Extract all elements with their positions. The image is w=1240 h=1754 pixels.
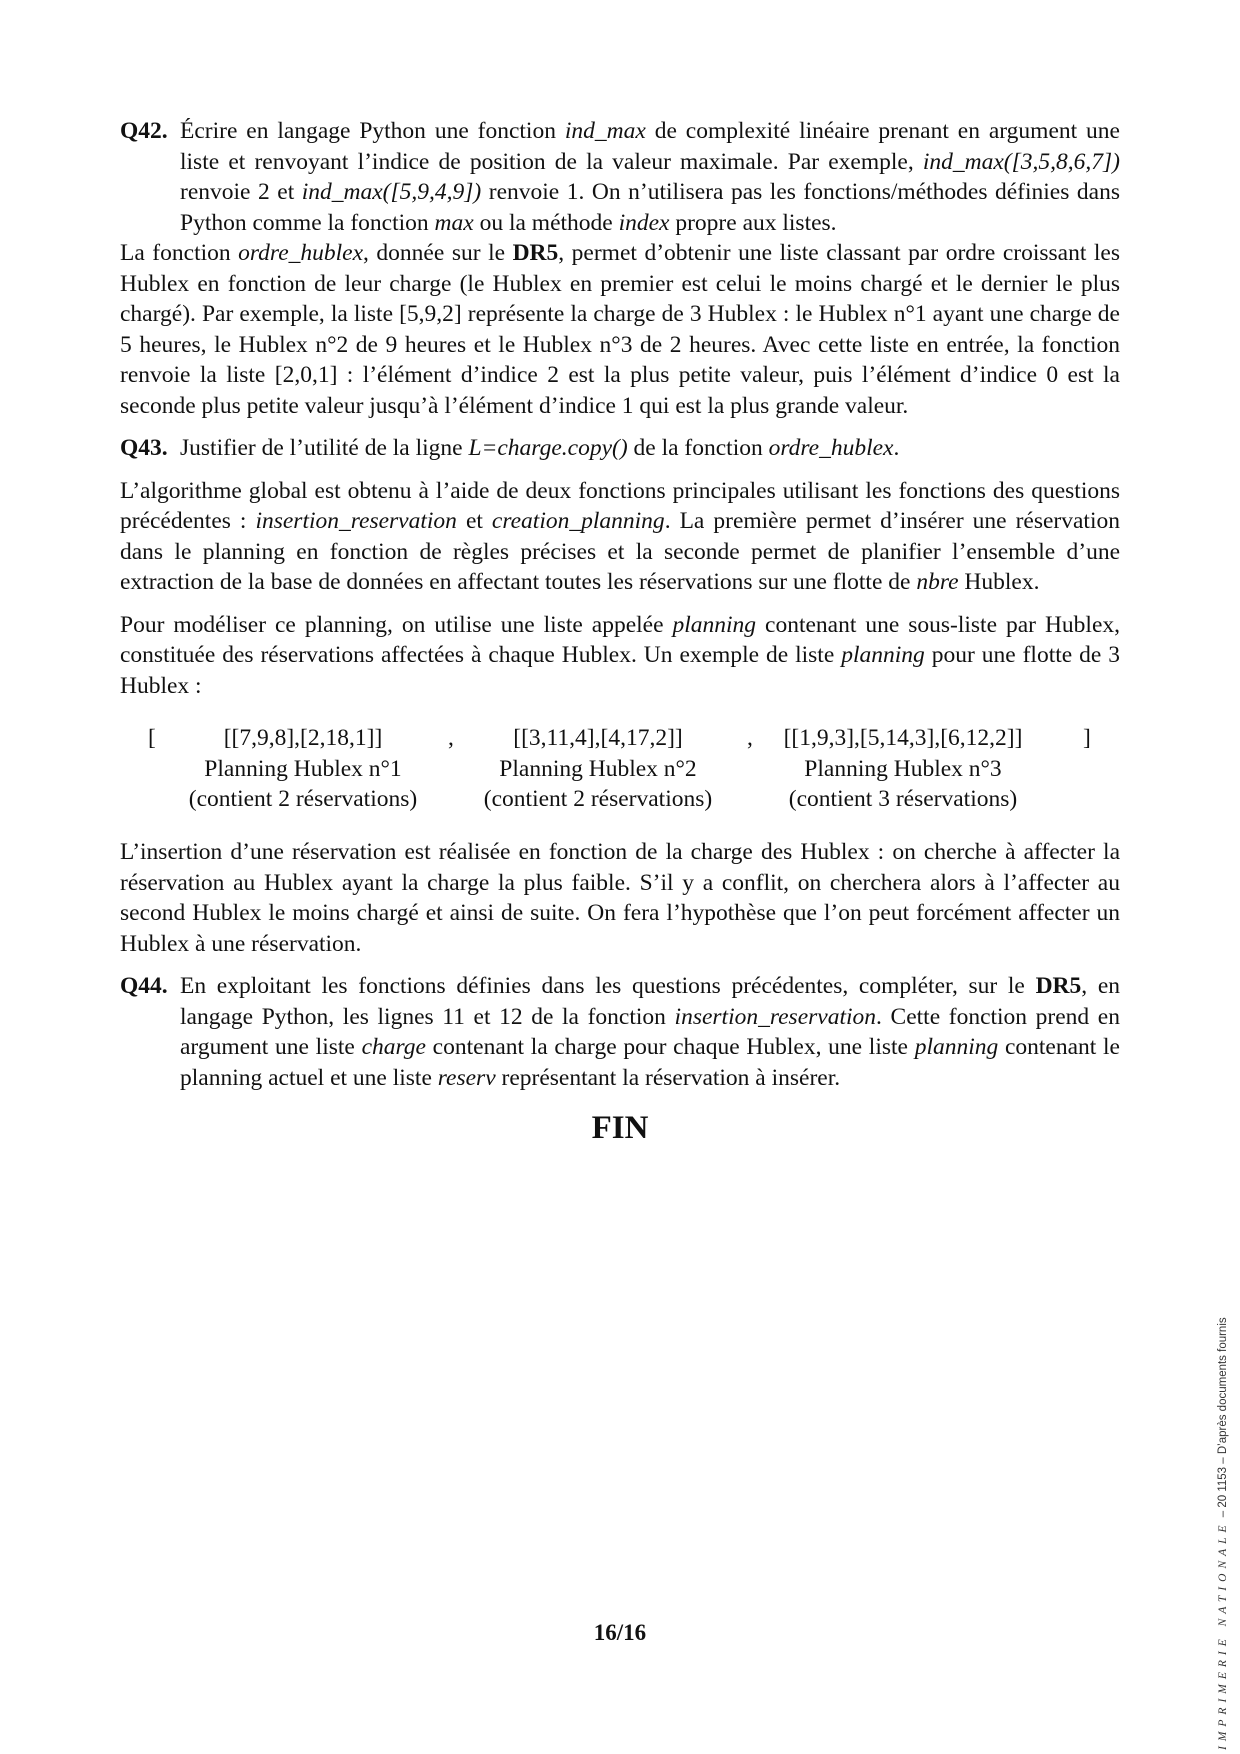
question-42 [120, 116, 1120, 238]
code-example: L=charge.copy() [468, 435, 628, 461]
text-run: et [456, 508, 492, 534]
text-run: La fonction [120, 240, 239, 266]
variable-name: charge [361, 1034, 426, 1060]
text-run: contenant la charge pour chaque Hublex, une liste [425, 1034, 915, 1060]
page-content [120, 116, 1120, 1144]
function-name: max [434, 209, 474, 236]
document-reference: DR5 [1035, 973, 1082, 999]
function-name: insertion_reservation [255, 508, 457, 534]
text-run: , donnée sur le [363, 240, 513, 266]
planning-hublex-2 [448, 723, 748, 815]
method-name: index [618, 209, 670, 236]
text-run: renvoie 1. On n’utilisera pas les fonctions/méthodes définies dans Python comme la fonction [180, 179, 1120, 236]
planning-count: (contient 2 réservations) [188, 786, 418, 812]
planning-list: [[3,11,4],[4,17,2]] [513, 725, 683, 751]
planning-label: Planning Hublex n°2 [499, 755, 697, 782]
text-run: Justifier de l’utilité de la ligne [180, 435, 469, 461]
text-run: , en langage Python, les lignes 11 et 12 de la fonction [180, 973, 1121, 1030]
end-marker: FIN [591, 1110, 649, 1146]
planning-label: Planning Hublex n°1 [204, 755, 402, 782]
variable-name: reserv [437, 1064, 496, 1091]
text-run: . [893, 435, 900, 461]
planning-count: (contient 2 réservations) [483, 786, 713, 812]
planning-hublex-1 [153, 723, 453, 815]
question-number: Q44. [120, 973, 168, 999]
text-run: En exploitant les fonctions définies dans les questions précédentes, compléter, sur le [180, 973, 1036, 999]
variable-name: planning [914, 1034, 999, 1060]
printer-imprint: IMPRIMERIE NATIONALE [1217, 1520, 1229, 1750]
planning-label: Planning Hublex n°3 [804, 755, 1002, 782]
question-text [180, 116, 1120, 238]
text-run: propre aux listes. [669, 209, 837, 236]
text-run: pour une flotte de 3 Hublex : [120, 642, 1121, 699]
open-bracket: [ [148, 725, 156, 751]
question-44 [120, 971, 1120, 1093]
planning-hublex-3 [753, 723, 1053, 815]
planning-list: [[1,9,3],[5,14,3],[6,12,2]] [783, 725, 1023, 751]
separator: , [448, 725, 454, 751]
text-run: . La première permet d’insérer une réservation dans le planning en fonction de règles précises et la seconde permet de planifier l’ensemble d’une extraction de la base de données en affectant toutes les réservations sur une flotte de [120, 508, 1120, 595]
planning-list: [[7,9,8],[2,18,1]] [223, 725, 383, 751]
text-run: de complexité linéaire prenant en argument une liste et renvoyant l’indice de position de la valeur maximale. Par exemple, [180, 118, 1120, 175]
text-run: , permet d’obtenir une liste classant par ordre croissant les Hublex en fonction de leur charge (le Hublex en premier est celui le moins chargé et le dernier le plus chargé). Par exemple, la liste [5,9,2] représente la charge de 3 Hublex : le Hublex n°1 ayant une charge de 5 heures, le Hublex n°2 de 9 heures et le Hublex n°3 de 2 heures. Avec cette liste en entrée, la fonction renvoie la liste [2,0,1] : l’élément d’indice 2 est la plus petite valeur, puis l’élément d’indice 0 est la seconde plus petite valeur jusqu’à l’élément d’indice 1 qui est la plus grande valeur. [120, 240, 1120, 419]
planning-count: (contient 3 réservations) [788, 786, 1018, 812]
function-name: creation_planning [491, 508, 665, 534]
question-number: Q42. [120, 118, 168, 144]
text-run: ou la méthode [473, 209, 619, 236]
printer-reference: – 20 1153 – D’après documents fournis [1217, 1317, 1229, 1521]
text-run: Hublex. [958, 569, 1040, 595]
code-example: ind_max([3,5,8,6,7]) [922, 148, 1120, 175]
function-name: insertion_reservation [674, 1003, 877, 1030]
question-number: Q43. [120, 435, 168, 461]
text-run: . Cette fonction prend en argument une liste [180, 1003, 1120, 1060]
separator: , [747, 725, 753, 751]
text-run: contenant une sous-liste par Hublex, constituée des réservations affectées à chaque Hublex. Un exemple de liste [120, 611, 1120, 668]
variable-name: planning [672, 611, 757, 638]
paragraph-algorithme [120, 476, 1120, 598]
variable-name: nbre [916, 569, 959, 595]
close-bracket: ] [1083, 725, 1091, 751]
planning-example [120, 723, 1120, 819]
code-example: ind_max([5,9,4,9]) [301, 179, 482, 205]
function-name: ordre_hublex [238, 240, 364, 266]
question-43 [120, 433, 1120, 464]
text-run: contenant le planning actuel et une liste [180, 1034, 1120, 1091]
text-run: Pour modéliser ce planning, on utilise une liste appelée [120, 611, 673, 638]
printer-note [1217, 1317, 1229, 1750]
text-run: Écrire en langage Python une fonction [180, 118, 565, 144]
function-name: ind_max [564, 118, 646, 144]
paragraph-ordre-hublex [120, 238, 1120, 421]
text-run: renvoie 2 et [180, 179, 302, 205]
document-reference: DR5 [512, 240, 559, 266]
paragraph-insertion: L’insertion d’une réservation est réalisée en fonction de la charge des Hublex : on cherche à affecter la réservation au Hublex ayant la charge la plus faible. S’il y a conflit, on cherchera alors à l’affecter au second Hublex le moins chargé et ainsi de suite. On fera l’hypothèse que l’on peut forcément affecter un Hublex à une réservation. [120, 839, 1120, 957]
text-run: de la fonction [627, 435, 769, 461]
paragraph-planning [120, 610, 1120, 702]
function-name: ordre_hublex [768, 435, 894, 461]
question-text [180, 971, 1120, 1093]
text-run: L’algorithme global est obtenu à l’aide de deux fonctions principales utilisant les fonctions des questions précédentes : [120, 477, 1120, 534]
question-text [180, 433, 1120, 464]
variable-name: planning [841, 642, 925, 668]
page-number: 16/16 [593, 1620, 647, 1645]
text-run: représentant la réservation à insérer. [495, 1064, 841, 1091]
